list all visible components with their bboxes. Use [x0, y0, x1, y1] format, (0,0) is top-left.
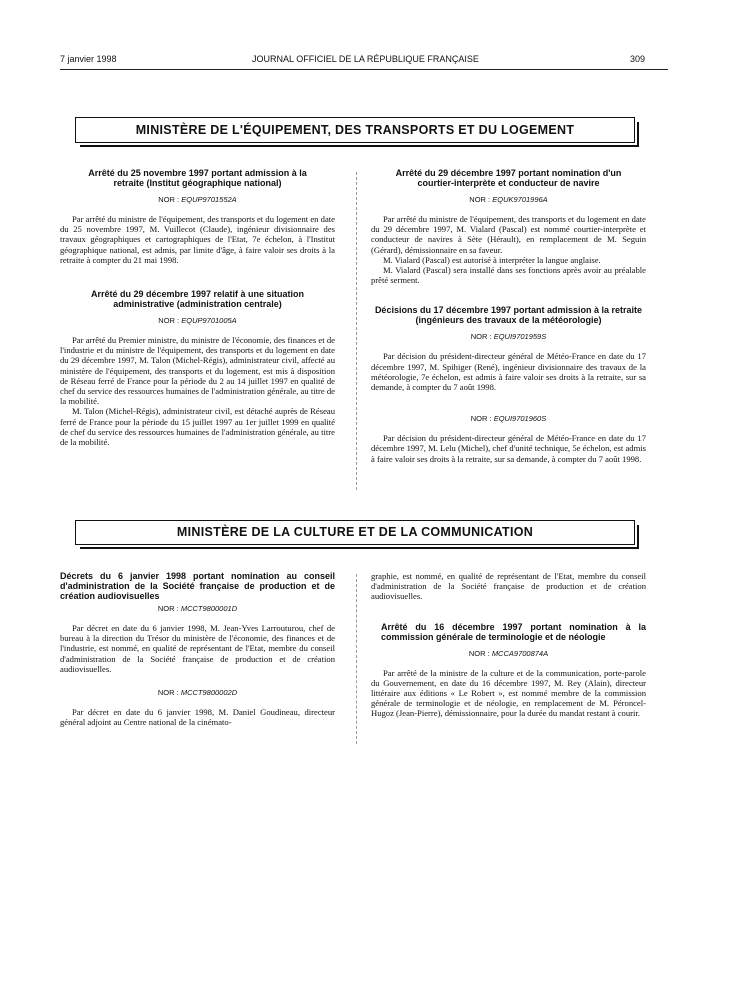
s1r-article3-para: Par décision du président-directeur général de Météo-France en date du 17 décembre 1997, M. Lelu (Michel), chef d'unité technique, 5e échelon, est admis à faire valoir ses droits à la retraite, sur sa demande, à compter du 7 août 1998.: [371, 433, 646, 464]
s1l-article2-title: Arrêté du 29 décembre 1997 relatif à une situation administrative (administration centrale): [90, 289, 305, 310]
s1l-article1-nor: NOR : EQUP9701552A: [158, 195, 237, 204]
s2r-continued-para: graphie, est nommé, en qualité de représentant de l'Etat, membre du conseil d'administration de la Société française de production et de création audiovisuelles.: [371, 571, 646, 602]
s1r-article2-para: Par décision du président-directeur général de Météo-France en date du 17 décembre 1997, M. Spihiger (René), ingénieur divisionnaire des travaux de la météorologie, 7e échelon, est admis à faire valoir ses droits à la retraite, sur sa demande, à compter du 7 août 1998.: [371, 351, 646, 393]
s2l-article2-nor: NOR : MCCT9800002D: [157, 688, 238, 698]
s1r-article1-para2: M. Vialard (Pascal) est autorisé à interpréter la langue anglaise.: [383, 254, 601, 265]
s1-column-separator: [356, 172, 357, 490]
section-title-equipement: MINISTÈRE DE L'ÉQUIPEMENT, DES TRANSPORTS ET DU LOGEMENT: [75, 117, 635, 143]
s2l-article1-title: Décrets du 6 janvier 1998 portant nomination au conseil d'administration de la Société française de production et de création audiovisuelles: [60, 571, 335, 601]
header-rule: [60, 69, 668, 70]
s1r-article2-nor: NOR : EQUI9701959S: [470, 332, 547, 342]
s2r-article1-para: Par arrêté de la ministre de la culture et de la communication, porte-parole du Gouvernement, en date du 16 décembre 1997, M. Rey (Alain), directeur littéraire aux éditions « Le Robert », est nommé membre de la commission générale de terminologie et de néologie, en remplacement de M. Péroncel-Hugoz (Jean-Pierre), démissionnaire, pour la durée du mandat restant à courir.: [371, 667, 646, 719]
s2-left-column: [60, 571, 335, 727]
s2-right-column: [371, 571, 646, 719]
s2l-article1-para: Par décret en date du 6 janvier 1998, M. Jean-Yves Larrouturou, chef de bureau à la direction du Trésor du ministère de l'économie, des finances et de l'industrie, est nommé, en qualité de représentant de l'Etat, membre du conseil d'administration de la Société française de production et de création audiovisuelles.: [60, 623, 335, 674]
s1-right-column: [371, 168, 646, 464]
s2r-article1-title: Arrêté du 16 décembre 1997 portant nomination à la commission générale de terminologie et de néologie: [381, 621, 646, 642]
s2r-article1-nor: NOR : MCCA9700874A: [468, 648, 549, 658]
s1r-article1-title: Arrêté du 29 décembre 1997 portant nomination d'un courtier-interprète et conducteur de navire: [395, 168, 622, 188]
s2-column-separator: [356, 574, 357, 744]
s1-left-column: [60, 168, 335, 447]
s2l-article1-nor: NOR : MCCT9800001D: [157, 604, 238, 613]
s1l-article2-para2: M. Talon (Michel-Régis), administrateur civil, est détaché auprès de Réseau ferré de France pour la période du 15 juillet 1997 au 1er juillet 1999 en qualité de chef du service des ressources humaines de l'administration générale, au titre de la mobilité.: [60, 406, 335, 448]
header-date: 7 janvier 1998: [60, 54, 117, 64]
s1r-article2-title: Décisions du 17 décembre 1997 portant admission à la retraite (ingénieurs des travaux de la météorologie): [374, 305, 643, 326]
header-journal-title: JOURNAL OFFICIEL DE LA RÉPUBLIQUE FRANÇAISE: [252, 54, 479, 64]
s1r-article1-para3: M. Vialard (Pascal) sera installé dans ses fonctions après avoir au préalable prêté serment.: [371, 265, 646, 286]
header-page-number: 309: [630, 54, 646, 64]
s1l-article2-para1: Par arrêté du Premier ministre, du ministre de l'économie, des finances et de l'industrie et du ministre de l'équipement, des transports et du logement en date du 29 décembre 1997, M. Talon (Michel-Régis), administrateur civil, affecté au ministère de l'équipement, des transports et du logement, est mis à disposition de Réseau ferré de France pour la période du 2 au 14 juillet 1997 en qualité de chef du service des ressources humaines de l'administration générale, au titre de la mobilité.: [60, 335, 335, 407]
s1r-article1-para1: Par arrêté du ministre de l'équipement, des transports et du logement en date du 29 décembre 1997, M. Vialard (Pascal) est nommé courtier-interprète et conducteur de navires à Sète (Hérault), en remplacement de M. Seguin (Gérard), démissionnaire en sa faveur.: [371, 214, 646, 255]
s1r-article1-nor: NOR : EQUK9701996A: [469, 195, 548, 204]
s1l-article2-nor: NOR : EQUP9701005A: [158, 316, 237, 326]
s1l-article1-para: Par arrêté du ministre de l'équipement, des transports et du logement en date du 25 novembre 1997, M. Vuillecot (Claude), ingénieur divisionnaire des travaux géographiques et cartographiques de l'Etat, 7e échelon, à l'Institut géographique national, est admis, par limite d'âge, à faire valoir ses droits à la retraite à compter du 21 mai 1998.: [60, 214, 335, 265]
s1l-article1-title: Arrêté du 25 novembre 1997 portant admission à la retraite (Institut géographique national): [88, 168, 307, 188]
section-title-culture: MINISTÈRE DE LA CULTURE ET DE LA COMMUNICATION: [75, 520, 635, 545]
s2l-article2-para: Par décret en date du 6 janvier 1998, M. Daniel Goudineau, directeur général adjoint au Centre national de la cinémato-: [60, 707, 335, 728]
s1r-article3-nor: NOR : EQUI9701960S: [470, 414, 547, 424]
